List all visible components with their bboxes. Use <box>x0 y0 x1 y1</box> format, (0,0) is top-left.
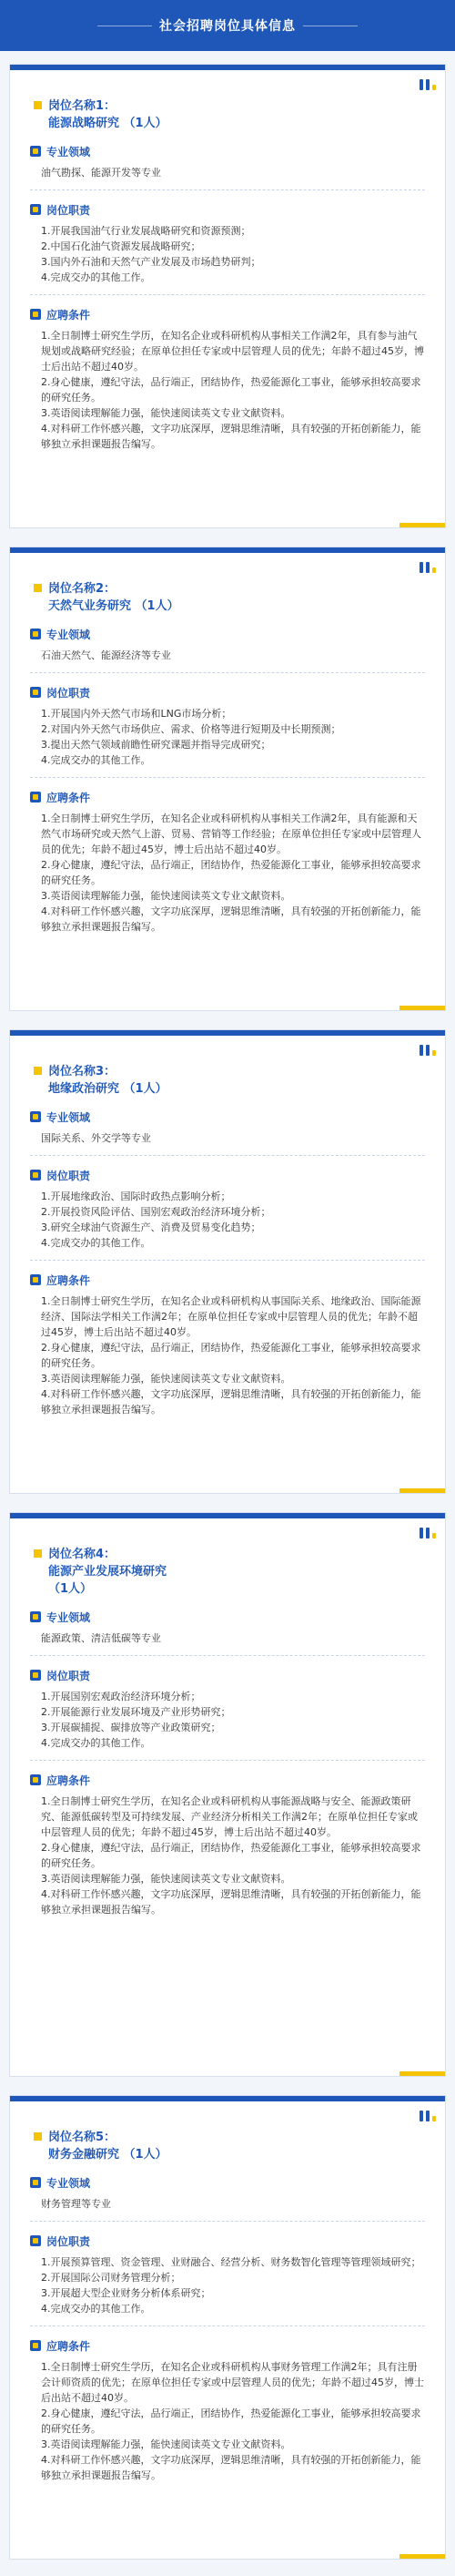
field-line: 石油天然气、能源经济等专业 <box>41 649 171 661</box>
duty-heading <box>30 2233 425 2249</box>
field-heading <box>30 1609 425 1625</box>
section-icon <box>30 792 41 802</box>
duty-line: 2.开展国际公司财务管理分析； <box>41 2272 181 2284</box>
requirement-section <box>30 306 425 452</box>
requirement-line: 1.全日制博士研究生学历，在知名企业或科研机构从事相关工作满2年，具有能源和天然气市场研究或天然气上游、贸易、营销等工作经验；在原单位担任专家或中层管理人员的优先；年龄不超过45岁，博士后出站不超过40岁。 <box>41 813 421 855</box>
requirement-heading <box>30 306 425 322</box>
card-decoration <box>420 2111 436 2121</box>
requirement-heading <box>30 789 425 805</box>
position-title-line: 地缘政治研究 （1人） <box>48 1082 167 1096</box>
position-title <box>34 2129 445 2163</box>
section-icon <box>30 2340 41 2351</box>
field-body <box>30 165 425 180</box>
card-top-bar <box>10 1513 445 1518</box>
field-section <box>30 626 425 663</box>
requirement-line: 2.身心健康，遵纪守法，品行端正，团结协作，热爱能源化工事业，能够承担较高要求的研究任务。 <box>41 859 421 886</box>
card-bottom-accent <box>399 1488 445 1493</box>
requirement-line: 3.英语阅读理解能力强，能快速阅读英文专业文献资料。 <box>41 2438 291 2450</box>
position-title-line: 财务金融研究 （1人） <box>48 2148 167 2162</box>
requirement-body <box>30 328 425 452</box>
requirement-line: 1.全日制博士研究生学历，在知名企业或科研机构从事国际关系、地缘政治、国际能源经济、国际法学相关工作满2年；在原单位担任专家或中层管理人员的优先；年龄不超过45岁，博士后出站不超过40岁。 <box>41 1295 421 1338</box>
duty-line: 2.开展投资风险评估、国别宏观政治经济环境分析； <box>41 1206 271 1218</box>
position-title-line: 岗位名称4： <box>48 1548 116 1561</box>
duty-body <box>30 706 425 768</box>
requirement-heading <box>30 2337 425 2354</box>
duty-line: 3.国内外石油和天然气产业发展及市场趋势研判； <box>41 256 261 268</box>
position-card <box>9 1029 446 1494</box>
duty-body <box>30 1189 425 1251</box>
divider <box>30 294 425 295</box>
position-card <box>9 64 446 528</box>
section-icon <box>30 1111 41 1122</box>
requirement-line: 1.全日制博士研究生学历，在知名企业或科研机构从事财务管理工作满2年；具有注册会计师资质的优先；在原单位担任专家或中层管理人员的优先；年龄不超过45岁，博士后出站不超过40岁。 <box>41 2361 424 2404</box>
duty-label: 岗位职责 <box>46 2234 91 2248</box>
section-icon <box>30 204 41 215</box>
card-top-bar <box>10 65 445 70</box>
divider <box>30 1155 425 1156</box>
card-bottom-accent <box>399 2554 445 2559</box>
duty-line: 1.开展预算管理、资金管理、业财融合、经营分析、财务数智化管理等管理领域研究； <box>41 2256 421 2268</box>
field-heading <box>30 1109 425 1125</box>
divider <box>30 2221 425 2222</box>
divider <box>30 777 425 778</box>
section-icon <box>30 2177 41 2188</box>
duty-line: 2.开展能源行业发展环境及产业形势研究； <box>41 1706 231 1718</box>
requirement-line: 2.身心健康，遵纪守法，品行端正，团结协作，热爱能源化工事业，能够承担较高要求的研究任务。 <box>41 1342 421 1369</box>
section-icon <box>30 687 41 698</box>
card-decoration <box>420 1528 436 1538</box>
field-heading <box>30 143 425 159</box>
requirement-line: 4.对科研工作怀感兴趣，文字功底深厚，逻辑思维清晰，具有较强的开拓创新能力，能够独立承担课题报告编写。 <box>41 1888 421 1916</box>
requirement-label: 应聘条件 <box>46 1273 91 1287</box>
requirement-section <box>30 789 425 935</box>
position-title-line: 岗位名称2： <box>48 582 116 596</box>
requirement-section <box>30 1772 425 1917</box>
field-body <box>30 1630 425 1646</box>
duty-line: 4.完成交办的其他工作。 <box>41 1737 151 1749</box>
requirement-line: 1.全日制博士研究生学历，在知名企业或科研机构从事能源战略与安全、能源政策研究、能源低碳转型及可持续发展、产业经济分析相关工作满2年；在原单位担任专家或中层管理人员的优先；年龄不超过45岁，博士后出站不超过40岁。 <box>41 1795 418 1838</box>
field-label: 专业领域 <box>46 1110 91 1124</box>
requirement-line: 1.全日制博士研究生学历，在知名企业或科研机构从事相关工作满2年，具有参与油气规划或战略研究经验；在原单位担任专家或中层管理人员的优先；年龄不超过45岁，博士后出站不超过40岁。 <box>41 330 424 373</box>
requirement-line: 2.身心健康，遵纪守法，品行端正，团结协作，热爱能源化工事业，能够承担较高要求的研究任务。 <box>41 1842 421 1869</box>
field-label: 专业领域 <box>46 1610 91 1624</box>
field-heading <box>30 626 425 642</box>
position-card <box>9 547 446 1011</box>
duty-label: 岗位职责 <box>46 1669 91 1682</box>
card-bottom-accent <box>399 2071 445 2076</box>
requirement-line: 2.身心健康，遵纪守法，品行端正，团结协作，热爱能源化工事业，能够承担较高要求的研究任务。 <box>41 2407 421 2435</box>
requirement-label: 应聘条件 <box>46 1774 91 1787</box>
field-heading <box>30 2174 425 2191</box>
field-section <box>30 143 425 180</box>
requirement-section <box>30 1272 425 1417</box>
duty-line: 4.完成交办的其他工作。 <box>41 2303 151 2315</box>
section-icon <box>30 1274 41 1285</box>
requirement-body <box>30 1293 425 1417</box>
section-icon <box>30 1774 41 1785</box>
card-decoration <box>420 79 436 90</box>
position-title-line: 天然气业务研究 （1人） <box>48 599 179 613</box>
position-title-line: 能源产业发展环境研究 <box>48 1565 167 1579</box>
requirement-body <box>30 811 425 935</box>
position-title-line: （1人） <box>48 1582 93 1596</box>
field-body <box>30 1130 425 1146</box>
divider <box>30 1655 425 1656</box>
requirement-line: 4.对科研工作怀感兴趣，文字功底深厚，逻辑思维清晰，具有较强的开拓创新能力，能够独立承担课题报告编写。 <box>41 2454 421 2481</box>
duty-label: 岗位职责 <box>46 203 91 217</box>
position-title-line: 能源战略研究 （1人） <box>48 117 167 130</box>
duty-heading <box>30 1667 425 1683</box>
duty-line: 1.开展地缘政治、国际时政热点影响分析； <box>41 1191 231 1202</box>
section-icon <box>30 1611 41 1622</box>
field-label: 专业领域 <box>46 145 91 158</box>
page-title: 社会招聘岗位具体信息 <box>159 16 296 35</box>
requirement-line: 3.英语阅读理解能力强，能快速阅读英文专业文献资料。 <box>41 890 291 902</box>
duty-line: 3.开展碳捕捉、碳排放等产业政策研究； <box>41 1722 221 1733</box>
field-line: 国际关系、外交学等专业 <box>41 1132 151 1144</box>
duty-line: 4.完成交办的其他工作。 <box>41 754 151 766</box>
duty-heading <box>30 684 425 700</box>
duty-body <box>30 2254 425 2316</box>
duty-section <box>30 201 425 285</box>
field-label: 专业领域 <box>46 2176 91 2190</box>
duty-line: 4.完成交办的其他工作。 <box>41 271 151 283</box>
requirement-body <box>30 1794 425 1917</box>
duty-body <box>30 1689 425 1751</box>
card-decoration <box>420 562 436 573</box>
duty-line: 3.提出天然气领域前瞻性研究课题并指导完成研究； <box>41 739 271 751</box>
requirement-label: 应聘条件 <box>46 791 91 804</box>
field-body <box>30 648 425 663</box>
section-icon <box>30 1170 41 1181</box>
duty-section <box>30 684 425 768</box>
requirement-section <box>30 2337 425 2483</box>
field-line: 财务管理等专业 <box>41 2198 111 2210</box>
divider <box>30 672 425 673</box>
divider <box>30 189 425 190</box>
position-card <box>9 1512 446 2077</box>
requirement-label: 应聘条件 <box>46 2339 91 2353</box>
duty-line: 3.开展超大型企业财务分析体系研究； <box>41 2287 211 2299</box>
card-decoration <box>420 1045 436 1056</box>
duty-section <box>30 1167 425 1251</box>
field-label: 专业领域 <box>46 628 91 641</box>
position-title-line: 岗位名称5： <box>48 2131 116 2144</box>
field-line: 能源政策、清洁低碳等专业 <box>41 1632 161 1644</box>
requirement-heading <box>30 1772 425 1788</box>
requirement-line: 4.对科研工作怀感兴趣，文字功底深厚，逻辑思维清晰，具有较强的开拓创新能力，能够独立承担课题报告编写。 <box>41 905 421 933</box>
card-top-bar <box>10 1030 445 1036</box>
duty-line: 2.中国石化油气资源发展战略研究； <box>41 240 201 252</box>
duty-line: 1.开展我国油气行业发展战略研究和资源预测； <box>41 225 251 237</box>
position-title <box>34 1063 445 1098</box>
field-section <box>30 1609 425 1646</box>
section-icon <box>30 629 41 639</box>
position-title-line: 岗位名称3： <box>48 1065 116 1078</box>
field-line: 油气勘探、能源开发等专业 <box>41 167 161 179</box>
position-card <box>9 2095 446 2560</box>
section-icon <box>30 146 41 157</box>
duty-section <box>30 2233 425 2316</box>
duty-label: 岗位职责 <box>46 1169 91 1182</box>
card-bottom-accent <box>399 523 445 527</box>
position-title-line: 岗位名称1： <box>48 99 116 113</box>
field-section <box>30 1109 425 1146</box>
section-icon <box>30 309 41 320</box>
card-bottom-accent <box>399 1006 445 1010</box>
requirement-line: 3.英语阅读理解能力强，能快速阅读英文专业文献资料。 <box>41 407 291 419</box>
duty-heading <box>30 1167 425 1183</box>
duty-line: 4.完成交办的其他工作。 <box>41 1237 151 1249</box>
duty-label: 岗位职责 <box>46 686 91 700</box>
divider <box>30 1260 425 1261</box>
duty-line: 1.开展国别宏观政治经济环境分析； <box>41 1691 201 1702</box>
duty-line: 1.开展国内外天然气市场和LNG市场分析； <box>41 708 232 720</box>
duty-line: 3.研究全球油气资源生产、消费及贸易变化趋势； <box>41 1222 261 1233</box>
duty-body <box>30 223 425 285</box>
card-top-bar <box>10 547 445 553</box>
section-icon <box>30 1670 41 1681</box>
requirement-body <box>30 2359 425 2483</box>
requirement-line: 3.英语阅读理解能力强，能快速阅读英文专业文献资料。 <box>41 1873 291 1885</box>
section-icon <box>30 2235 41 2246</box>
position-title <box>34 1546 445 1598</box>
field-body <box>30 2196 425 2212</box>
divider <box>30 1760 425 1761</box>
position-title <box>34 97 445 132</box>
card-top-bar <box>10 2096 445 2101</box>
requirement-line: 2.身心健康，遵纪守法，品行端正，团结协作，热爱能源化工事业，能够承担较高要求的研究任务。 <box>41 376 421 404</box>
requirement-heading <box>30 1272 425 1288</box>
requirement-line: 4.对科研工作怀感兴趣，文字功底深厚，逻辑思维清晰，具有较强的开拓创新能力，能够独立承担课题报告编写。 <box>41 1388 421 1416</box>
duty-section <box>30 1667 425 1751</box>
duty-heading <box>30 201 425 218</box>
requirement-line: 4.对科研工作怀感兴趣，文字功底深厚，逻辑思维清晰，具有较强的开拓创新能力，能够独立承担课题报告编写。 <box>41 423 421 450</box>
field-section <box>30 2174 425 2212</box>
header <box>0 0 455 51</box>
requirement-line: 3.英语阅读理解能力强，能快速阅读英文专业文献资料。 <box>41 1373 291 1385</box>
requirement-label: 应聘条件 <box>46 308 91 322</box>
duty-line: 2.对国内外天然气市场供应、需求、价格等进行短期及中长期预测； <box>41 723 341 735</box>
position-title <box>34 580 445 615</box>
